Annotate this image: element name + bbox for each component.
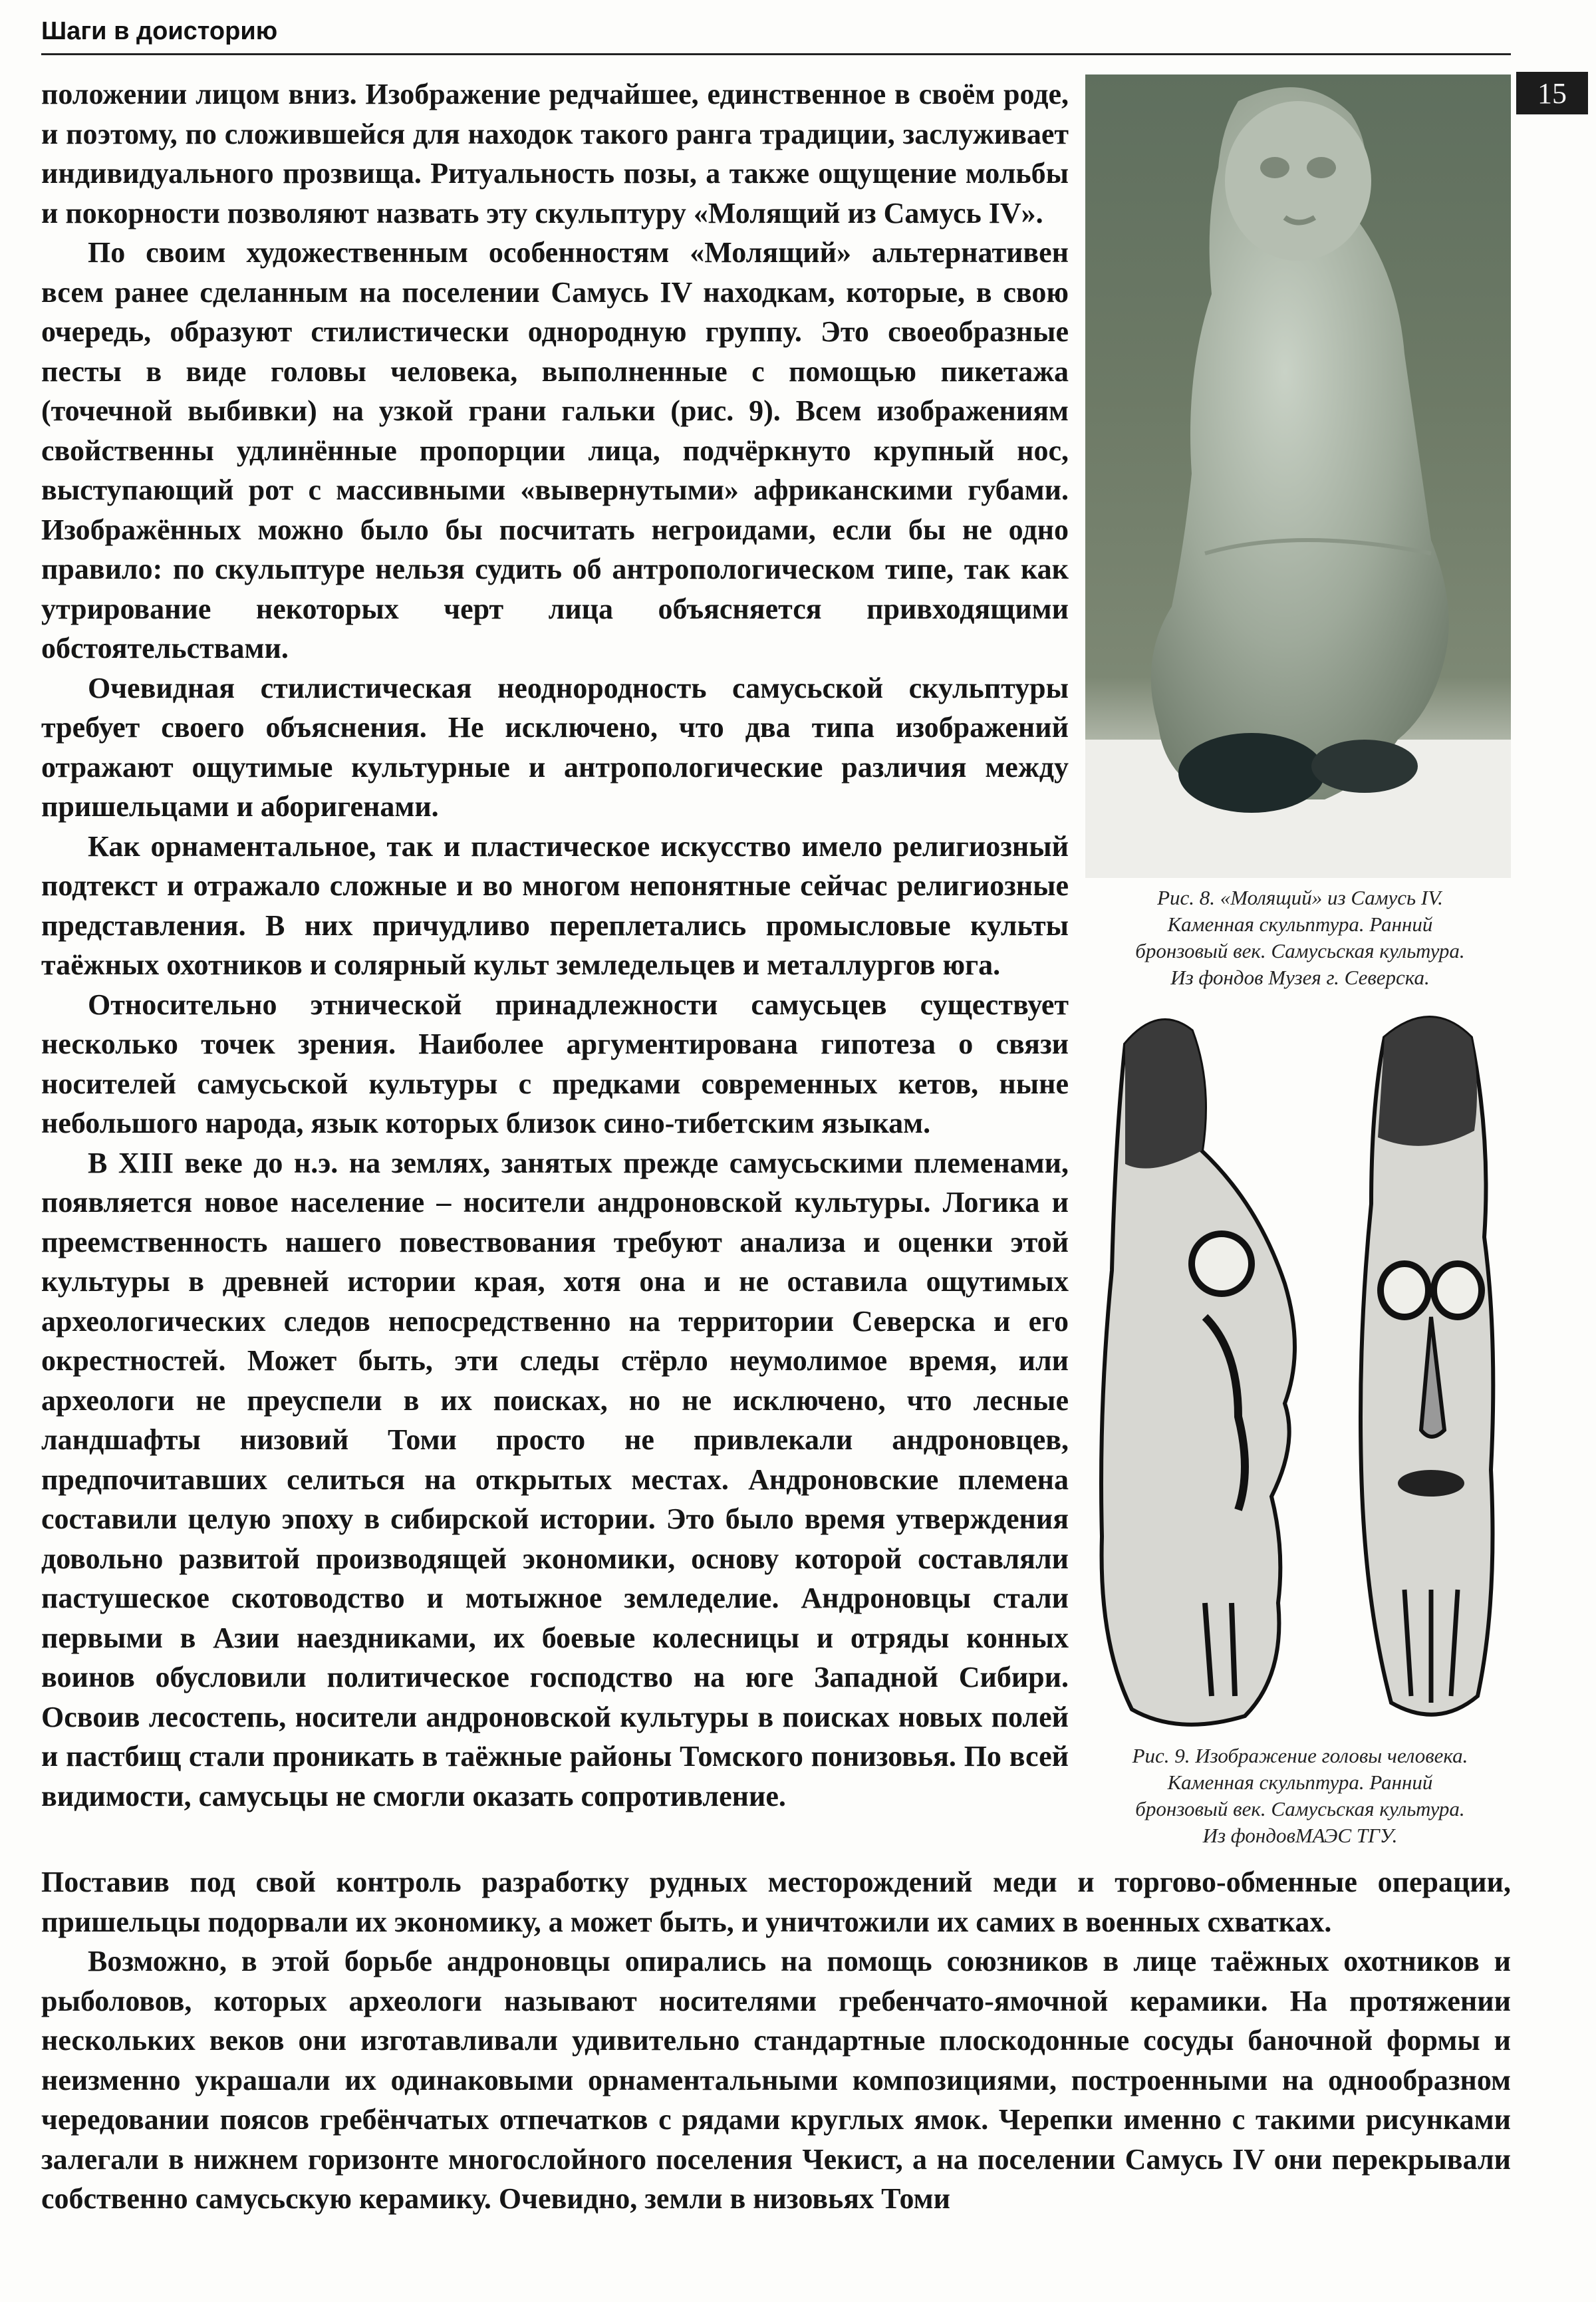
- running-header: Шаги в доисторию: [41, 17, 278, 45]
- paragraph: положении лицом вниз. Изображение редчайшее, единственное в своём роде, и поэтому, по сложившейся для находок такого ранга традиции, заслуживает индивидуального прозвища. Ритуальность позы, а также ощущение мольбы и покорности позволяют назвать эту скульптуру «Молящий из Самусь IV».: [41, 78, 1069, 229]
- caption-line: Каменная скульптура. Ранний: [1167, 913, 1433, 936]
- figure-9-drawing: [1085, 1004, 1511, 1729]
- caption-line: Рис. 9. Изображение головы человека.: [1132, 1744, 1468, 1767]
- paragraph: Очевидная стилистическая неоднородность самусьской скульптуры требует своего объяснения. Не исключено, что два типа изображений отражают ощутимые культурные и антропологические различия между пришельцами и аборигенами.: [41, 671, 1069, 823]
- caption-line: Рис. 8. «Молящий» из Самусь IV.: [1157, 886, 1443, 909]
- full-width-text: [41, 1862, 1511, 2219]
- profile-head-drawing: [1101, 1020, 1295, 1725]
- paragraph: Относительно этнической принадлежности самусьцев существует несколько точек зрения. Наиболее аргументирована гипотеза о связи носителей самусьской культуры с предками современных кетов, ныне небольшого народа, язык которых близок сино-тибетским языкам.: [41, 988, 1069, 1139]
- stone-head-pestles-image: [1085, 1004, 1511, 1729]
- figure-8-caption: [1071, 885, 1530, 991]
- main-column-text: [41, 74, 1069, 1816]
- caption-line: Каменная скульптура. Ранний: [1167, 1771, 1433, 1794]
- paragraph: В XIII веке до н.э. на землях, занятых прежде самусьскими племенами, появляется новое население – носители андроновской культуры. Логика и преемственность нашего повествования требуют анализа и оценки этой культуры в древней истории края, хотя она и не оставила ощутимых археологических следов непосредственно на территории Северска и его окрестностей. Может быть, эти следы стёрло неумолимое время, или археологи не преуспели в их поисках, но не исключено, что лесные ландшафты низовий Томи просто не привлекали андроновцев, предпочитавших селиться на открытых местах. Андроновские племена составили целую эпоху в сибирской истории. Это было время утверждения довольно развитой производящей экономики, основу которой составляли пастушеское скотоводство и мотыжное земледелие. Андроновцы стали первыми в Азии наездниками, их боевые колесницы и отряды конных воинов обусловили политическое господство на юге Западной Сибири. Освоив лесостепь, носители андроновской культуры в поисках новых полей и пастбищ стали проникать в таёжные районы Томского понизовья. По всей видимости, самусьцы не смогли оказать сопротивление.: [41, 1146, 1069, 1812]
- paragraph: Поставив под свой контроль разработку рудных месторождений меди и торгово-обменные операции, пришельцы подорвали их экономику, а может быть, и уничтожили их самих в военных схватках.: [41, 1866, 1511, 1938]
- page-number: 15: [1516, 72, 1588, 114]
- caption-line: бронзовый век. Самусьская культура.: [1135, 1797, 1465, 1820]
- caption-line: бронзовый век. Самусьская культура.: [1135, 939, 1465, 962]
- caption-line: Из фондовМАЭС ТГУ.: [1202, 1824, 1398, 1847]
- paragraph: Возможно, в этой борьбе андроновцы опирались на помощь союзников в лице таёжных охотников и рыболовов, которых археологи называют носителями гребенчато-ямочной керамики. На протяжении нескольких веков они изготавливали удивительно стандартные плоскодонные сосуды баночной формы и неизменно украшали их одинаковыми орнаментальными композициями, построенными на однообразном чередовании поясов гребёнчатых отпечатков с рядами круглых ямок. Черепки именно с такими рисунками залегали в нижнем горизонте многослойного поселения Чекист, а на поселении Самусь IV они перекрывали собственно самусьскую керамику. Очевидно, земли в низовьях Томи: [41, 1945, 1511, 2215]
- figure-9-caption: [1071, 1743, 1530, 1849]
- figure-8-photo: [1085, 74, 1511, 878]
- caption-line: Из фондов Музея г. Северска.: [1170, 966, 1430, 989]
- frontal-head-drawing: [1361, 1018, 1493, 1715]
- paragraph: Как орнаментальное, так и пластическое искусство имело религиозный подтекст и отражало сложные и во многом непонятные сейчас религиозные представления. В них причудливо переплетались промысловые культы таёжных охотников и солярный культ земледельцев и металлургов юга.: [41, 829, 1069, 981]
- header-rule: [41, 53, 1511, 55]
- praying-figure-sculpture-image: [1085, 74, 1511, 878]
- paragraph: По своим художественным особенностям «Молящий» альтернативен всем ранее сделанным на поселении Самусь IV находкам, которые, в свою очередь, образуют стилистически однородную группу. Это своеобразные песты в виде головы человека, выполненные с помощью пикетажа (точечной выбивки) на узкой грани гальки (рис. 9). Всем изображениям свойственны удлинённые пропорции лица, подчёркнуто крупный нос, выступающий рот с массивными «вывернутыми» африканскими губами. Изображённых можно было бы посчитать негроидами, если бы не одно правило: по скульптуре нельзя судить об антропологическом типе, так как утрирование некоторых черт лица объясняется привходящими обстоятельствами.: [41, 236, 1069, 664]
